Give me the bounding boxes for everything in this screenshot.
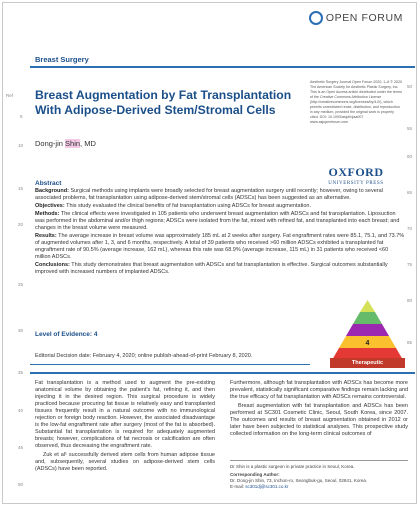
abstract-conclusions bbox=[35, 262, 405, 276]
email-label: E-mail: bbox=[230, 484, 246, 489]
line-number: 80 bbox=[407, 298, 413, 303]
body-divider bbox=[30, 372, 415, 374]
body-column-left bbox=[35, 380, 215, 475]
line-number: 25 bbox=[18, 282, 24, 287]
abstract-text: This study demonstrates that breast augmentation with ADSCs and fat transplantation is effective. Surgical outcomes substantially improved with increased numbers of implanted ADSCs. bbox=[35, 262, 388, 275]
line-number: Ref bbox=[6, 93, 14, 98]
level-of-evidence: Level of Evidence: 4 bbox=[35, 331, 98, 338]
abstract-label: Background: bbox=[35, 188, 69, 194]
abstract-label: Methods: bbox=[35, 211, 60, 217]
line-number: 45 bbox=[18, 445, 24, 450]
section-label: Breast Surgery bbox=[35, 55, 89, 64]
abstract-text: The average increase in breast volume was approximately 185 mL at 2 weeks after surgery. Fat engraftment rates were 85.1, 75.1, and 73.7% of augmented volumes after 1, 3, and 6 months, respectively. A total of 39 patients who received >60 million ADSCs exhibited a transplanted fat engraftment rate of 90.5% (average increase, 162 mL), whereas this rate was 68.9% (average increase, 115 mL) in 31 patients who received <60 million ADSCs. bbox=[35, 233, 405, 260]
pyramid-level: 4 bbox=[365, 340, 370, 347]
line-number: 65 bbox=[407, 190, 413, 195]
author-name: Dong-jin bbox=[35, 139, 66, 148]
abstract-results bbox=[35, 233, 405, 261]
paragraph: Zuk et al¹ successfully derived stem cells from human adipose tissue and, subsequently, several studies on adipose-derived stem cells (ADSCs) have been reported. bbox=[35, 452, 215, 472]
line-number: 30 bbox=[18, 328, 24, 333]
line-number: 20 bbox=[18, 222, 24, 227]
journal-brand bbox=[309, 11, 403, 25]
corresponding-label: Corresponding Author: bbox=[230, 472, 280, 477]
publisher-subtitle: UNIVERSITY PRESS bbox=[328, 181, 384, 186]
email-line bbox=[230, 484, 408, 490]
line-number: 60 bbox=[407, 154, 413, 159]
abstract-label: Objectives: bbox=[35, 203, 65, 209]
abstract-objectives bbox=[35, 203, 405, 210]
author-degree: , MD bbox=[80, 139, 96, 148]
line-number: 50 bbox=[407, 84, 413, 89]
abstract-text: The clinical effects were investigated in 105 patients who underwent breast augmentation with ADSCs and fat transplantation. Liposuction was performed in the abdominal and/or thigh regions; ADSCs were isolated from the fat, mixed with refined fat, and transplanted into each breast; and changes in the breast volume were measured. bbox=[35, 211, 400, 231]
abstract-label: Conclusions: bbox=[35, 262, 70, 268]
journal-info-box: Aesthetic Surgery Journal Open Forum 2020, 1–6 © 2020 The American Society for Aesthetic Plastic Surgery, Inc. This is an Open Access article distributed under the terms of the Creative Commons Attribution License (http://creativecommons.org/licenses/by/4.0/), which permits unrestricted reuse, distribution, and reproduction in any medium, provided the original work is properly cited. DOI: 10.1093/asjof/ojaa007 www.asjopenforum.com bbox=[310, 80, 402, 124]
body-column-right bbox=[230, 380, 408, 440]
author-highlight: Shin bbox=[65, 139, 81, 148]
footnote-divider bbox=[230, 460, 408, 461]
section-divider bbox=[30, 66, 415, 68]
author-footnote bbox=[230, 460, 408, 490]
line-number: 10 bbox=[18, 143, 24, 148]
open-forum-logo-icon bbox=[309, 11, 323, 25]
author-line bbox=[35, 139, 96, 148]
abstract-background bbox=[35, 188, 405, 202]
line-number: 75 bbox=[407, 262, 413, 267]
line-number: 15 bbox=[18, 186, 24, 191]
abstract-text: This study evaluated the clinical benefits of fat transplantation using ADSCs for breast augmentation. bbox=[64, 203, 311, 209]
journal-name: OPEN FORUM bbox=[325, 12, 403, 24]
abstract-heading: Abstract bbox=[35, 180, 62, 187]
affiliation: Dr Shin is a plastic surgeon in private practice in Seoul, Korea. bbox=[230, 464, 355, 469]
evidence-pyramid bbox=[330, 298, 405, 368]
evidence-pyramid-icon bbox=[330, 298, 405, 360]
publisher-name: OXFORD bbox=[328, 165, 384, 179]
abstract-text: Surgical methods using implants were broadly selected for breast augmentation surgery until recently; however, owing to several associated problems, fat transplantation using adipose-derived stem/stromal cells (ADSCs) has been suggested as an alternative. bbox=[35, 188, 383, 201]
paragraph: Fat transplantation is a method used to augment the pre-existing anatomical volume by obtaining the patient's fat, refining it, and then injecting it in the desired region. This surgical procedure is widely practiced because procuring fat tissue is relatively easy and transplanted tissues frequently result in a natural outcome with no immunological rejection or foreign body reaction. However, the associated disadvantage is the low-fat engraftment rate after surgery (most of the fat is absorbed). Substantial fat transplantation is required for adequately augmented breasts; however, complications of fat necrosis or calcification are often observed, thus decreasing the engraftment rate. bbox=[35, 380, 215, 449]
line-number: 35 bbox=[18, 370, 24, 375]
line-number: 70 bbox=[407, 226, 413, 231]
abstract bbox=[35, 180, 405, 277]
email-link[interactable]: sc301dj@sc301.co.kr bbox=[245, 484, 289, 489]
pyramid-label: Therapeutic bbox=[330, 358, 405, 368]
line-number: 40 bbox=[18, 408, 24, 413]
corresponding-address: Dr. Dong-jin Shin, 73, Inchon-ro, Seongbuk-gu, Seoul, 02841, Korea. bbox=[230, 478, 368, 483]
abstract-methods bbox=[35, 211, 405, 232]
line-number: 85 bbox=[407, 340, 413, 345]
article-title: Breast Augmentation by Fat Transplantation With Adipose-Derived Stem/Stromal Cells bbox=[35, 88, 292, 117]
paragraph: Furthermore, although fat transplantation with ADSCs has become more prevalent, statistically significant comparative findings remain lacking and the true efficacy of fat transplantation with ADSCs remains controversial. bbox=[230, 380, 408, 400]
line-number: 50 bbox=[18, 482, 24, 487]
abstract-label: Results: bbox=[35, 233, 57, 239]
line-number: 5 bbox=[20, 114, 23, 119]
editorial-decision: Editorial Decision date: February 4, 2020; online publish-ahead-of-print February 8, 2020. bbox=[35, 353, 253, 359]
paragraph: Breast augmentation with fat transplantation and ADSCs has been performed at SC301 Cosmetic Clinic, Seoul, South Korea, since 2007. The outcomes and results of breast augmentation obtained in 2012 or later have been subjected to statistical analyses. This prospective study collected information on the long-term clinical outcomes of bbox=[230, 403, 408, 437]
abstract-divider bbox=[30, 364, 310, 365]
line-number: 55 bbox=[407, 126, 413, 131]
